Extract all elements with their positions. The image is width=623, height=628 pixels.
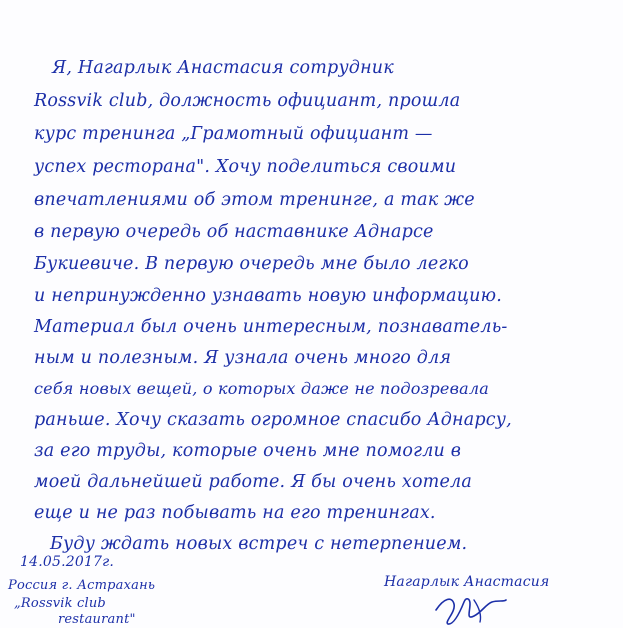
- letter-line: впечатлениями об этом тренинге, а так же: [34, 190, 475, 210]
- letter-line: курс тренинга „Грамотный официант —: [34, 124, 433, 144]
- place-line-2: restaurant": [58, 612, 136, 627]
- letter-line: Материал был очень интересным, познаватель-: [34, 317, 508, 337]
- letter-line: ным и полезным. Я узнала очень много для: [34, 348, 452, 368]
- letter-line: Буду ждать новых встреч с нетерпением.: [50, 534, 468, 554]
- letter-line: в первую очередь об наставнике Аднарсе: [34, 222, 434, 242]
- letter-line: себя новых вещей, о которых даже не подозревала: [34, 379, 489, 398]
- letter-line: моей дальнейшей работе. Я бы очень хотела: [34, 472, 473, 492]
- place-line-1: „Rossvik club: [14, 596, 106, 611]
- letter-line: и непринужденно узнавать новую информацию.: [34, 286, 502, 306]
- letter-line: Я, Нагарлык Анастасия сотрудник: [52, 58, 394, 78]
- letter-line: Букиевиче. В первую очередь мне было легко: [34, 254, 469, 274]
- signer-name: Нагарлык Анастасия: [384, 574, 550, 590]
- letter-line: Rossvik club, должность официант, прошла: [34, 91, 461, 111]
- location: Россия г. Астрахань: [8, 578, 156, 593]
- signature-icon: [430, 592, 510, 626]
- letter-line: успех ресторана". Хочу поделиться своими: [34, 157, 457, 177]
- letter-line: раньше. Хочу сказать огромное спасибо Аднарсу,: [34, 410, 512, 430]
- letter-line: за его труды, которые очень мне помогли в: [34, 441, 462, 461]
- letter-line: еще и не раз побывать на его тренингах.: [34, 503, 436, 523]
- date: 14.05.2017г.: [20, 554, 115, 570]
